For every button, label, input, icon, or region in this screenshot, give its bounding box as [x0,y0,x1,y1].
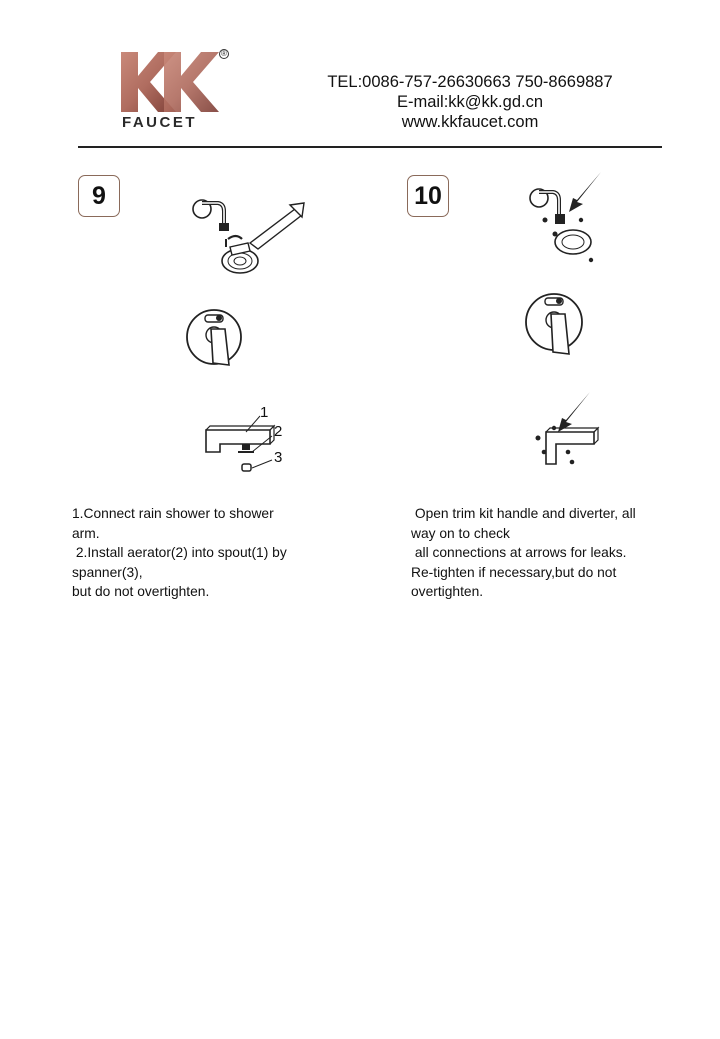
registered-mark: ® [221,49,227,58]
step-9-line: but do not overtighten. [72,584,210,599]
logo-wordmark: FAUCET [122,114,197,131]
callout-2: 2 [274,423,283,440]
step-9-line: 2.Install aerator(2) into spout(1) by [72,545,287,560]
callout-3: 3 [274,449,283,466]
callout-1: 1 [260,404,269,421]
contact-block [300,72,640,132]
step-9-line: arm. [72,525,100,541]
step-9-line: 1.Connect rain shower to shower [72,506,274,521]
shower-leak-check-illustration [525,168,610,268]
spout-aerator-illustration [200,402,300,477]
spout-leak-check-illustration [532,392,602,472]
header-divider [78,146,662,148]
contact-website: www.kkfaucet.com [401,113,539,131]
trim-plate-illustration-2 [525,290,585,356]
contact-email: E-mail:kk@kk.gd.cn [396,93,544,111]
step-10-description [411,504,671,602]
step-10-line: way on to check [411,525,510,541]
step-9-description [72,504,382,602]
step-10-number: 10 [407,175,449,217]
step-10-line: overtighten. [411,584,484,599]
step-9-line: spanner(3), [72,564,143,580]
step-9-number: 9 [78,175,120,217]
step-10-line: all connections at arrows for leaks. [411,545,627,560]
shower-wrench-illustration [190,195,310,280]
step-10-line: Re-tighten if necessary,but do not [411,564,617,580]
step-10-line: Open trim kit handle and diverter, all [411,506,636,521]
trim-plate-illustration [185,307,245,369]
contact-tel: TEL:0086-757-26630663 750-8669887 [327,73,613,91]
